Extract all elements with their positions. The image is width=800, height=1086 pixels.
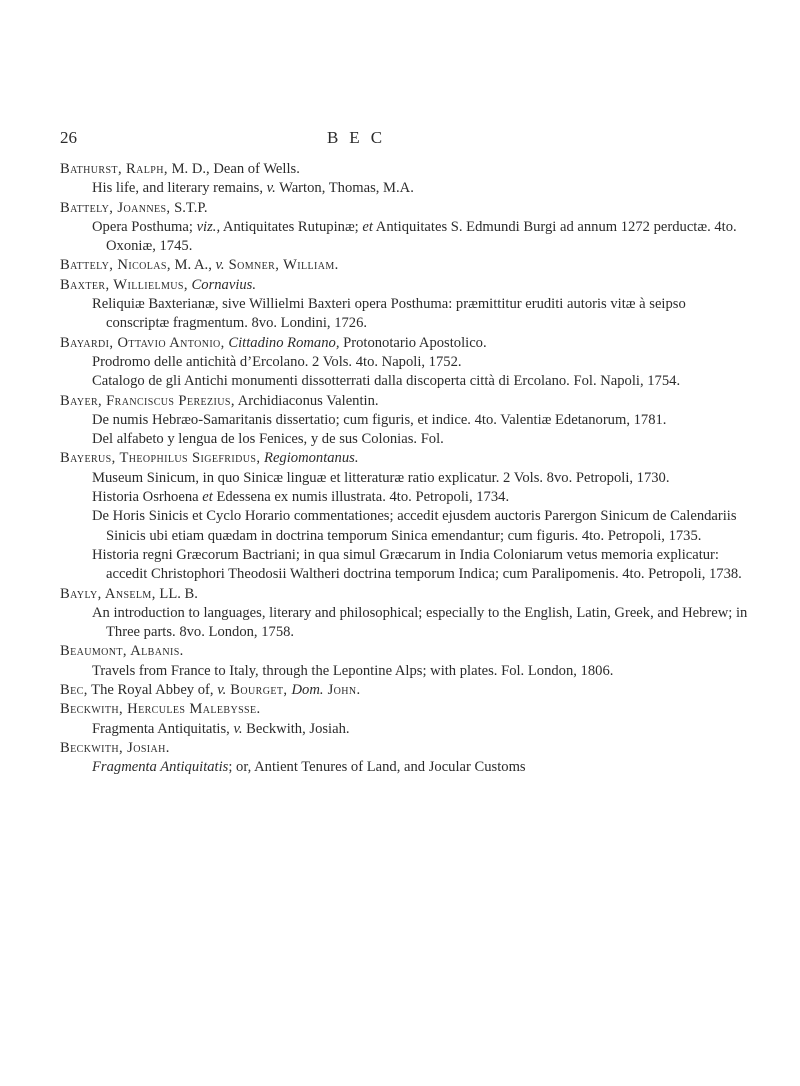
heading-text: Archidiaconus Valentin. xyxy=(234,392,379,409)
entry-heading xyxy=(60,700,750,719)
work-title xyxy=(60,488,750,507)
bibliography-entry xyxy=(60,700,750,739)
work-title xyxy=(60,411,750,430)
bibliography-entry xyxy=(60,739,750,778)
work-title xyxy=(60,295,750,334)
cross-ref-name: Somner, William. xyxy=(224,257,339,274)
author-name: Baxter, Willielmus, xyxy=(60,276,188,293)
work-title xyxy=(60,720,750,739)
page-number: 26 xyxy=(60,128,77,147)
work-italic: v. xyxy=(233,720,243,737)
bibliography-entry xyxy=(60,276,750,334)
bibliography-entry xyxy=(60,256,750,275)
entry-heading xyxy=(60,392,750,411)
work-text: Museum Sinicum, in quo Sinicæ linguæ et litteraturæ ratio explicatur. 2 Vols. 8vo. Petropoli, 1730. xyxy=(92,469,670,486)
author-name: Bayly, Anselm, xyxy=(60,585,156,602)
work-title xyxy=(60,662,750,681)
work-title xyxy=(60,430,750,449)
work-text: Reliquiæ Baxterianæ, sive Willielmi Baxteri opera Posthuma: præmittitur eruditi autoris vitæ à seipso conscriptæ fragmentum. 8vo. Londini, 1726. xyxy=(92,296,686,332)
bibliography-entry xyxy=(60,642,750,681)
author-name: Battely, Nicolas, xyxy=(60,257,171,274)
author-name: Battely, Joannes, xyxy=(60,199,171,216)
work-text: Del alfabeto y lengua de los Fenices, y de sus Colonias. Fol. xyxy=(92,431,444,448)
work-text: Antiquitates Rutupinæ; xyxy=(220,218,363,235)
work-title xyxy=(60,372,750,391)
work-text: Beckwith, Josiah. xyxy=(242,720,350,737)
heading-italic: Regiomontanus. xyxy=(264,450,359,467)
entry-heading xyxy=(60,739,750,758)
author-name: Bayerus, Theophilus Sigefridus, xyxy=(60,450,261,467)
bibliography-entry xyxy=(60,160,750,199)
work-italic: et xyxy=(202,489,213,506)
bibliography-entry xyxy=(60,199,750,257)
work-italic: et xyxy=(362,218,373,235)
bibliography-entry xyxy=(60,334,750,392)
cross-ref-name: John. xyxy=(323,682,361,699)
work-title xyxy=(60,353,750,372)
work-title xyxy=(60,218,750,257)
work-text: ; or, Antient Tenures of Land, and Jocular Customs xyxy=(228,759,526,776)
author-name: Bathurst, Ralph, xyxy=(60,161,168,177)
work-title xyxy=(60,546,750,585)
work-italic: v. xyxy=(266,180,276,197)
bibliography-entry xyxy=(60,681,750,700)
entry-heading xyxy=(60,642,750,661)
heading-italic: Cornavius. xyxy=(191,276,257,293)
bibliography-entry xyxy=(60,449,750,584)
heading-text: The Royal Abbey of, xyxy=(87,682,218,699)
cross-ref-name: Bourget, xyxy=(226,682,292,699)
work-text: Historia regni Græcorum Bactriani; in qua simul Græcarum in India Coloniarum vetus memoria explicatur: accedit Christophori Theodosii Waltheri doctrina temporum Indica; cum Paralipomenis. 4to. Petropoli, 1738. xyxy=(92,546,742,583)
author-name: Beckwith, Josiah. xyxy=(60,739,170,756)
work-text: Prodromo delle antichità d’Ercolano. 2 Vols. 4to. Napoli, 1752. xyxy=(92,353,462,370)
entry-heading xyxy=(60,334,750,353)
work-text: De numis Hebræo-Samaritanis dissertatio; cum figuris, et indice. 4to. Valentiæ Edetanorum, 1781. xyxy=(92,411,667,428)
author-name: Bayardi, Ottavio Antonio, xyxy=(60,334,225,351)
heading-text: Protonotario Apostolico. xyxy=(339,334,487,351)
entry-heading xyxy=(60,256,750,275)
author-name: Bec, xyxy=(60,682,88,699)
heading-text: LL. B. xyxy=(155,585,198,602)
running-head: BEC xyxy=(326,128,394,147)
work-title xyxy=(60,179,750,198)
author-name: Beaumont, Albanis. xyxy=(60,643,184,660)
heading-italic: Cittadino Romano, xyxy=(228,334,340,351)
work-text: An introduction to languages, literary and philosophical; especially to the English, Latin, Greek, and Hebrew; in Three parts. 8vo. London, 1758. xyxy=(92,604,748,641)
work-text: De Horis Sinicis et Cyclo Horario commentationes; accedit ejusdem auctoris Parergon Sinicum de Calendariis Sinicis ubi etiam quædam in doctrina temporum Sinica emendantur; cum figuris. 4to. Petropoli, 1735. xyxy=(92,508,737,544)
work-text: Travels from France to Italy, through the Lepontine Alps; with plates. Fol. London, 1806. xyxy=(92,662,614,679)
heading-text: M. A., xyxy=(170,257,216,274)
entry-heading xyxy=(60,681,750,700)
work-text: His life, and literary remains, xyxy=(92,180,267,197)
work-text: Catalogo de gli Antichi monumenti dissotterrati dalla discoperta città di Ercolano. Fol. Napoli, 1754. xyxy=(92,373,681,390)
cross-ref-italic: Dom. xyxy=(291,682,324,699)
work-italic: Fragmenta Antiquitatis xyxy=(92,759,229,776)
work-title xyxy=(60,758,750,777)
bibliography-entry xyxy=(60,392,750,450)
heading-text: M. D., Dean of Wells. xyxy=(167,161,300,177)
entry-heading xyxy=(60,585,750,604)
work-title xyxy=(60,604,750,643)
entry-heading xyxy=(60,276,750,295)
work-italic: viz., xyxy=(196,218,221,235)
work-title xyxy=(60,469,750,488)
work-title xyxy=(60,507,750,546)
work-text: Edessena ex numis illustrata. 4to. Petropoli, 1734. xyxy=(212,489,510,506)
page-header xyxy=(60,128,660,152)
author-name: Beckwith, Hercules Malebysse. xyxy=(60,701,261,718)
work-text: Fragmenta Antiquitatis, xyxy=(92,720,234,737)
work-text: Opera Posthuma; xyxy=(92,218,197,235)
work-text: Historia Osrhoena xyxy=(92,489,203,506)
bibliography-entry xyxy=(60,585,750,643)
heading-italic: v. xyxy=(215,257,225,274)
work-text: Warton, Thomas, M.A. xyxy=(275,180,414,197)
work-text: Antiquitates S. Edmundi Burgi ad annum 1272 perductæ. 4to. Oxoniæ, 1745. xyxy=(106,218,737,255)
author-name: Bayer, Franciscus Perezius, xyxy=(60,392,235,409)
entry-heading xyxy=(60,160,750,179)
heading-text: S.T.P. xyxy=(170,199,208,216)
heading-italic: v. xyxy=(217,682,227,699)
bibliography-entries xyxy=(60,160,750,778)
entry-heading xyxy=(60,199,750,218)
entry-heading xyxy=(60,449,750,468)
